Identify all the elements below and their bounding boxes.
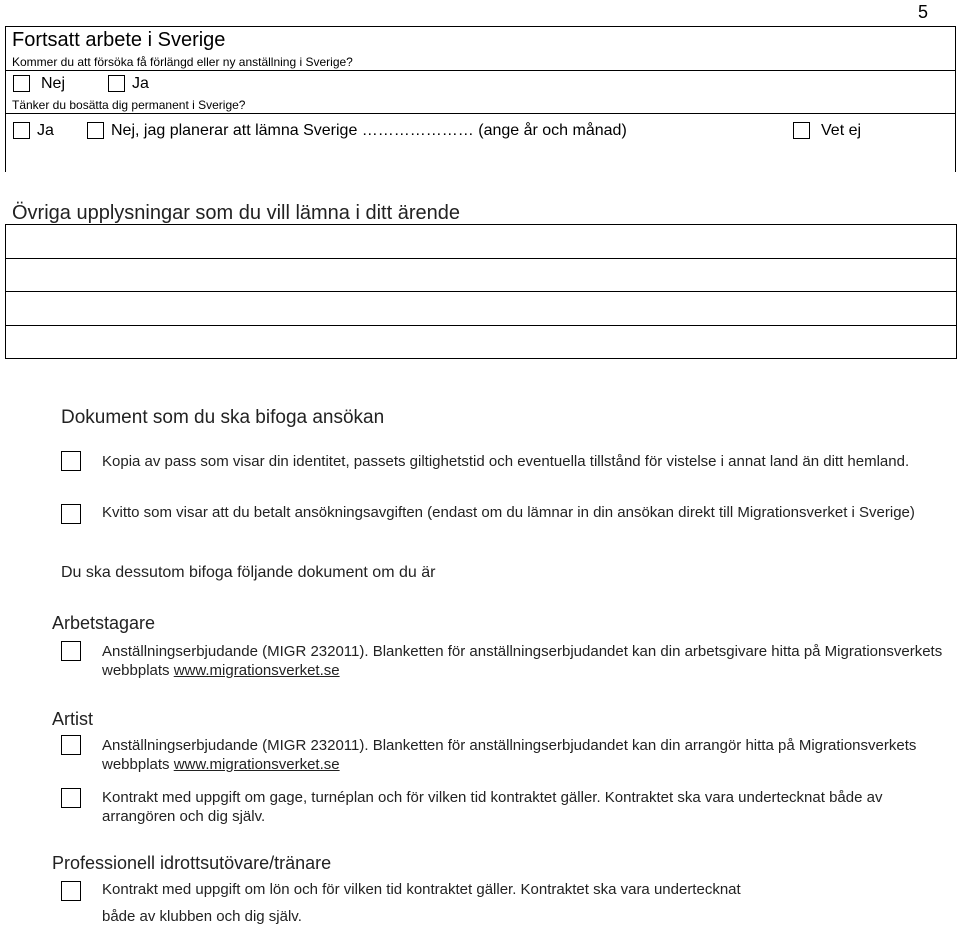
arbetstagare-heading: Arbetstagare [52,613,156,633]
artist-offer-checkbox[interactable] [61,735,81,755]
migrationsverket-link[interactable]: www.migrationsverket.se [173,662,340,679]
vet-ej-label: Vet ej [821,122,862,139]
receipt-checkbox[interactable] [61,504,81,524]
artist-heading: Artist [52,709,94,729]
page-number: 5 [918,2,929,22]
vet-ej-checkbox[interactable] [793,122,810,139]
ja-permanent-checkbox[interactable] [13,122,30,139]
notes-row[interactable] [6,292,956,326]
passport-item: Kopia av pass som visar din identitet, passets giltighetstid och eventuella tillstånd för vistelse i annat land än ditt hemland. [102,453,910,470]
divider [5,70,956,71]
notes-row[interactable] [6,225,956,259]
idrott-item-line2: både av klubben och dig själv. [102,908,302,925]
ja-checkbox[interactable] [108,75,125,92]
artist-contract-item: Kontrakt med uppgift om gage, turnéplan och för vilken tid kontraktet gäller. Kontraktet ska vara undertecknat både av arrangören och dig själv. [102,789,883,825]
migrationsverket-link[interactable]: www.migrationsverket.se [173,756,340,773]
idrott-item-line1: Kontrakt med uppgift om lön och för vilken tid kontraktet gäller. Kontraktet ska vara undertecknat [102,881,741,898]
other-info-title: Övriga upplysningar som du vill lämna i ditt ärende [12,202,460,224]
nej-leave-label: Nej, jag planerar att lämna Sverige ………………… (ange år och månad) [111,122,627,139]
nej-label: Nej [41,75,66,92]
passport-checkbox[interactable] [61,451,81,471]
nej-checkbox[interactable] [13,75,30,92]
artist-offer-text: Anställningserbjudande (MIGR 232011). Blanketten för anställningserbjudandet kan din arrangör hitta på Migrationsverkets webbplats [102,737,917,773]
additional-heading: Du ska dessutom bifoga följande dokument om du är [61,564,436,581]
nej-leave-checkbox[interactable] [87,122,104,139]
ja-label: Ja [132,75,149,92]
question-permanent: Tänker du bosätta dig permanent i Sverige? [12,98,246,112]
other-info-table [5,224,957,359]
divider [5,113,956,114]
arbetstagare-item-text: Anställningserbjudande (MIGR 232011). Blanketten för anställningserbjudandet kan din arbetsgivare hitta på Migrationsverkets webbplats [102,643,943,679]
ja-permanent-label: Ja [37,122,54,139]
artist-contract-checkbox[interactable] [61,788,81,808]
idrott-heading: Professionell idrottsutövare/tränare [52,853,332,873]
idrott-checkbox[interactable] [61,881,81,901]
continued-work-title: Fortsatt arbete i Sverige [12,29,226,51]
question-extension: Kommer du att försöka få förlängd eller ny anställning i Sverige? [12,55,353,69]
documents-title: Dokument som du ska bifoga ansökan [61,407,385,428]
artist-offer-item [102,736,952,774]
notes-row[interactable] [6,326,956,360]
notes-row[interactable] [6,259,956,293]
arbetstagare-item [102,642,952,680]
receipt-item: Kvitto som visar att du betalt ansökningsavgiften (endast om du lämnar in din ansökan direkt till Migrationsverket i Sverige) [102,504,915,521]
arbetstagare-checkbox[interactable] [61,641,81,661]
